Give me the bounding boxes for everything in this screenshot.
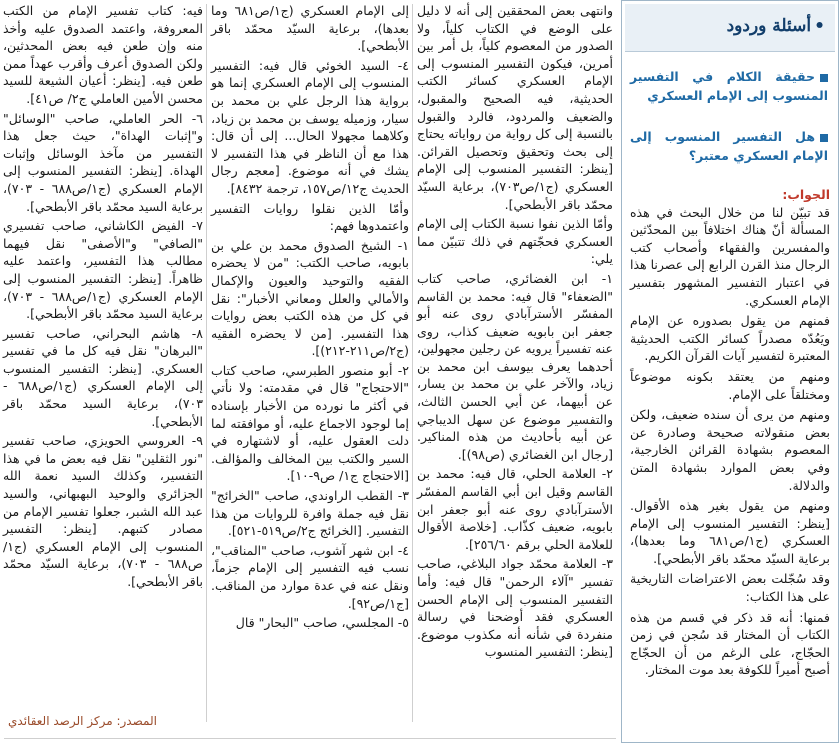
column-paragraph: ٨- هاشم البحراني، صاحب تفسير "البرهان" نقل فيه كل ما في تفسير العسكري. [ينظر: التفسير المنسوب إلى الإمام العسكري (ج١/ص٦٨٨ - ٧٠٣)، برعاية السيد محمّد باقر الأبطحي]. xyxy=(3,325,203,429)
question-text[interactable]: حقيقة الكلام في التفسير المنسوب إلى الإمام العسكري xyxy=(630,69,828,103)
column-paragraph: وأمّا الذين نفوا نسبة الكتاب إلى الإمام العسكري فحجّتهم في ذلك تتبيّن مما يلي: xyxy=(417,216,613,267)
column-paragraph: ٣- القطب الراوندي، صاحب "الخرائج" نقل فيه جملة وافرة للروايات من هذا التفسير. [الخرائج ج٢/ص٥١٩-٥٢١]. xyxy=(211,488,409,539)
section-title-text: أسئلة وردود xyxy=(726,16,812,36)
column-divider xyxy=(412,4,413,722)
question-link-2[interactable] xyxy=(630,127,828,165)
answer-paragraph: ومنهم من يرى أن سنده ضعيف، ولكن بعض منقولاته صحيحة وصادرة عن المعصوم بشهادة القرائن الخارجية، وفي بعض الموارد بشهادة المتن والدلالة. xyxy=(630,407,830,493)
column-paragraph: ١- الشيخ الصدوق محمد بن علي بن بابويه، صاحب الكتب: "من لا يحضره الفقيه والتوحيد والعيون والإكمال والأمالي والعلل ومعاني الأخبار": نقل في كل من هذه الكتب بعض روايات هذا التفسير. [من لا يحضره الفقيه (ج٢/ص٢١١-٢١٢)]. xyxy=(211,237,409,359)
text-column-3 xyxy=(3,0,203,743)
answer-paragraph: ومنهم من يقول بغير هذه الأقوال. [ينظر: التفسير المنسوب إلى الإمام العسكري (ج١/ص٦٨١ وما بعدها)، برعاية السيّد محمّد باقر الأبطحي]. xyxy=(630,498,830,566)
square-bullet-icon xyxy=(820,74,828,82)
column-paragraph: وانتهى بعض المحققين إلى أنه لا دليل على الوضع في الكتاب كلياً، ولا الصدور من المعصوم كلياً، بل أمر بين أمرين، فيكون التفسير المنسوب إلى الإمام العسكري كسائر الكتب الحديثية، فيه الصحيح والمقبول، والضعيف والمردود، فالرد والقبول بالنسبة إلى كل رواية من رواياته يحتاج إلى بحث وتحقيق وتحصيل القرائن. [ينظر: التفسير المنسوب إلى الإمام العسكري (ج١/ص٧٠٣)، برعاية السيّد محمّد باقر الأبطحي]. xyxy=(417,3,614,212)
column-paragraph: ٧- الفيض الكاشاني، صاحب تفسيري "الصافي" و"الأصفى" نقل فيهما مطالب هذا التفسير، واعتمد عليه ظاهراً. [ينظر: التفسير المنسوب إلى الإمام العسكري (ج١/ص٦٨٨ - ٧٠٣)، برعاية السيد محمّد باقر الأبطحي]. xyxy=(3,218,203,322)
column-paragraph: ٢- أبو منصور الطبرسي، صاحب كتاب "الاحتجاج" قال في مقدمته: ولا نأتي في أكثر ما نورده من الأخبار بإسناده إما لوجود الاجماع عليه، أو موافقته لما دلت العقول عليه، أو لاشتهاره في السير والكتب بين المخالف والمؤالف. [الاحتجاج ج١/ ص٩-١٠]. xyxy=(211,362,409,484)
column-paragraph: ٥- المجلسي، صاحب "البحار" قال xyxy=(235,615,409,631)
column-paragraph: ١- ابن الغضائري، صاحب كتاب "الضعفاء" قال فيه: محمد بن القاسم المفسّر الأسترآبادي روى عنه أبو جعفر ابن بابويه ضعيف كذاب، روى عنه تفسيراً يرويه عن رجلين مجهولين، أحدهما يعرف بيوسف ابن محمد بن زياد، والآخر علي بن محمد بن يسار، عن أبيهما، عن أبي الحسن الثالث، والتفسير موضوع عن سهل الديباجي عن أبيه بأحاديث من هذه المناكير. [رجال ابن الغضائري (ص٩٨)]. xyxy=(417,270,613,462)
qa-sidebar xyxy=(621,0,839,743)
column-divider xyxy=(206,4,207,722)
section-title xyxy=(727,16,825,36)
answer-label: الجواب: xyxy=(782,187,830,202)
answer-paragraph: فمنهم من يقول بصدوره عن الإمام ويَعُدّه مصدراً كسائر الكتب الحديثية المعتبرة لتفسير آيات القرآن الكريم. xyxy=(630,313,830,364)
column-paragraph: ٩- العروسي الحويزي، صاحب تفسير "نور الثقلين" نقل فيه بعض ما في هذا التفسير، وكذلك السيد نعمة الله الجزائري والوحيد البهبهاني، والسيد عبد الله الشبر، جعلوا تفسير الإمام من مصادر كتبهم. [ينظر: التفسير المنسوب إلى الإمام العسكري (ج١/ ص٦٨٨ - ٧٠٣)، برعاية السيّد محمّد باقر الأبطحي]. xyxy=(3,433,203,589)
column-paragraph: ٣- العلامة محمّد جواد البلاغي، صاحب تفسير "آلاء الرحمن" قال فيه: وأما التفسير المنسوب إلى الإمام الحسن العسكري فقد أوضحنا في رسالة منفردة في شأنه أنه مكذوب موضوع. [ينظر: التفسير المنسوب xyxy=(417,556,613,660)
column-paragraph: إلى الإمام العسكري (ج١/ص٦٨١ وما بعدها)، برعاية السيّد محمّد باقر الأبطحي]. xyxy=(211,3,409,54)
section-header xyxy=(625,4,835,52)
column-paragraph: ٢- العلامة الحلي، قال فيه: محمد بن القاسم وقيل ابن أبي القاسم المفسّر الأسترآبادي روى عنه أبو جعفر ابن بابويه، ضعيف كذّاب. [خلاصة الأقوال للعلامة الحلي برقم ٢٥٦/٦٠]. xyxy=(417,466,613,552)
column-paragraph: ٤- السيد الخوئي قال فيه: التفسير المنسوب إلى الإمام العسكري إنما هو برواية هذا الرجل علي بن محمد بن سيار، وزميله يوسف بن محمد بن زياد، وكلاهما مجهولا الحال... إلى أن قال: هذا مع أن الناظر في هذا التفسير لا يشك في أنه موضوع. [معجم رجال الحديث ج١٢/ص١٥٧، ترجمة ٨٤٣٢]. xyxy=(211,57,409,196)
column-paragraph: فيه: كتاب تفسير الإمام من الكتب المعروفة، واعتمد الصدوق عليه وأخذ منه وإن طعن فيه بعض المحدثين، ولكن الصدوق أعرف وأقرب عهداً ممن طعن فيه. [ينظر: أعيان الشيعة للسيد محسن الأمين العاملي ج٢/ ص٤١]. xyxy=(3,3,203,106)
text-column-1 xyxy=(417,0,613,743)
square-bullet-icon xyxy=(820,134,828,142)
footer-divider xyxy=(4,738,616,739)
question-text[interactable]: هل التفسير المنسوب إلى الإمام العسكري معتبر؟ xyxy=(630,129,828,163)
answer-body xyxy=(630,186,830,682)
answer-paragraph: ومنهم من يعتقد بكونه موضوعاً ومختلقاً على الإمام. xyxy=(630,368,830,402)
question-link-1[interactable] xyxy=(630,67,828,105)
answer-paragraph: وقد سُجّلت بعض الاعتراضات التاريخية على هذا الكتاب: xyxy=(630,571,830,605)
column-paragraph: ٦- الحر العاملي، صاحب "الوسائل" و"إثبات الهداة"، حيث جعل هذا التفسير من مآخذ الوسائل وإثبات الهداة. [ينظر: التفسير المنسوب إلى الإمام العسكري (ج١/ص٦٨٨ - ٧٠٣)، برعاية السيد محمّد باقر الأبطحي]. xyxy=(3,110,203,214)
answer-paragraph: قد تبيّن لنا من خلال البحث في هذه المسألة أنّ هناك اختلافاً بين المحدّثين والمفسرين والفقهاء وأصحاب كتب الرجال منذ القرن الرابع إلى عصرنا هذا في اعتبار التفسير المشهور بتفسير الإمام العسكري. xyxy=(630,204,830,308)
answer-paragraph: فمنها: أنه قد ذكر في قسم من هذه الكتاب أن المختار قد سُجن في زمن الحجّاج، على الرغم من أن الحجّاج أصبح أميراً للكوفة بعد موت المختار. xyxy=(630,609,830,678)
column-paragraph: وأمّا الذين نقلوا روايات التفسير واعتمدوها فهم: xyxy=(211,200,409,234)
bullet-dot-icon: • xyxy=(814,16,825,36)
column-paragraph: ٤- ابن شهر آشوب، صاحب "المناقب"، نسب فيه التفسير إلى الإمام جزماً، ونقل عنه في عدة موارد من المناقب. [ج١/ص٩٢]. xyxy=(211,542,409,611)
text-column-2 xyxy=(211,0,409,743)
source-credit: المصدر: مركز الرصد العقائدي xyxy=(8,714,157,728)
